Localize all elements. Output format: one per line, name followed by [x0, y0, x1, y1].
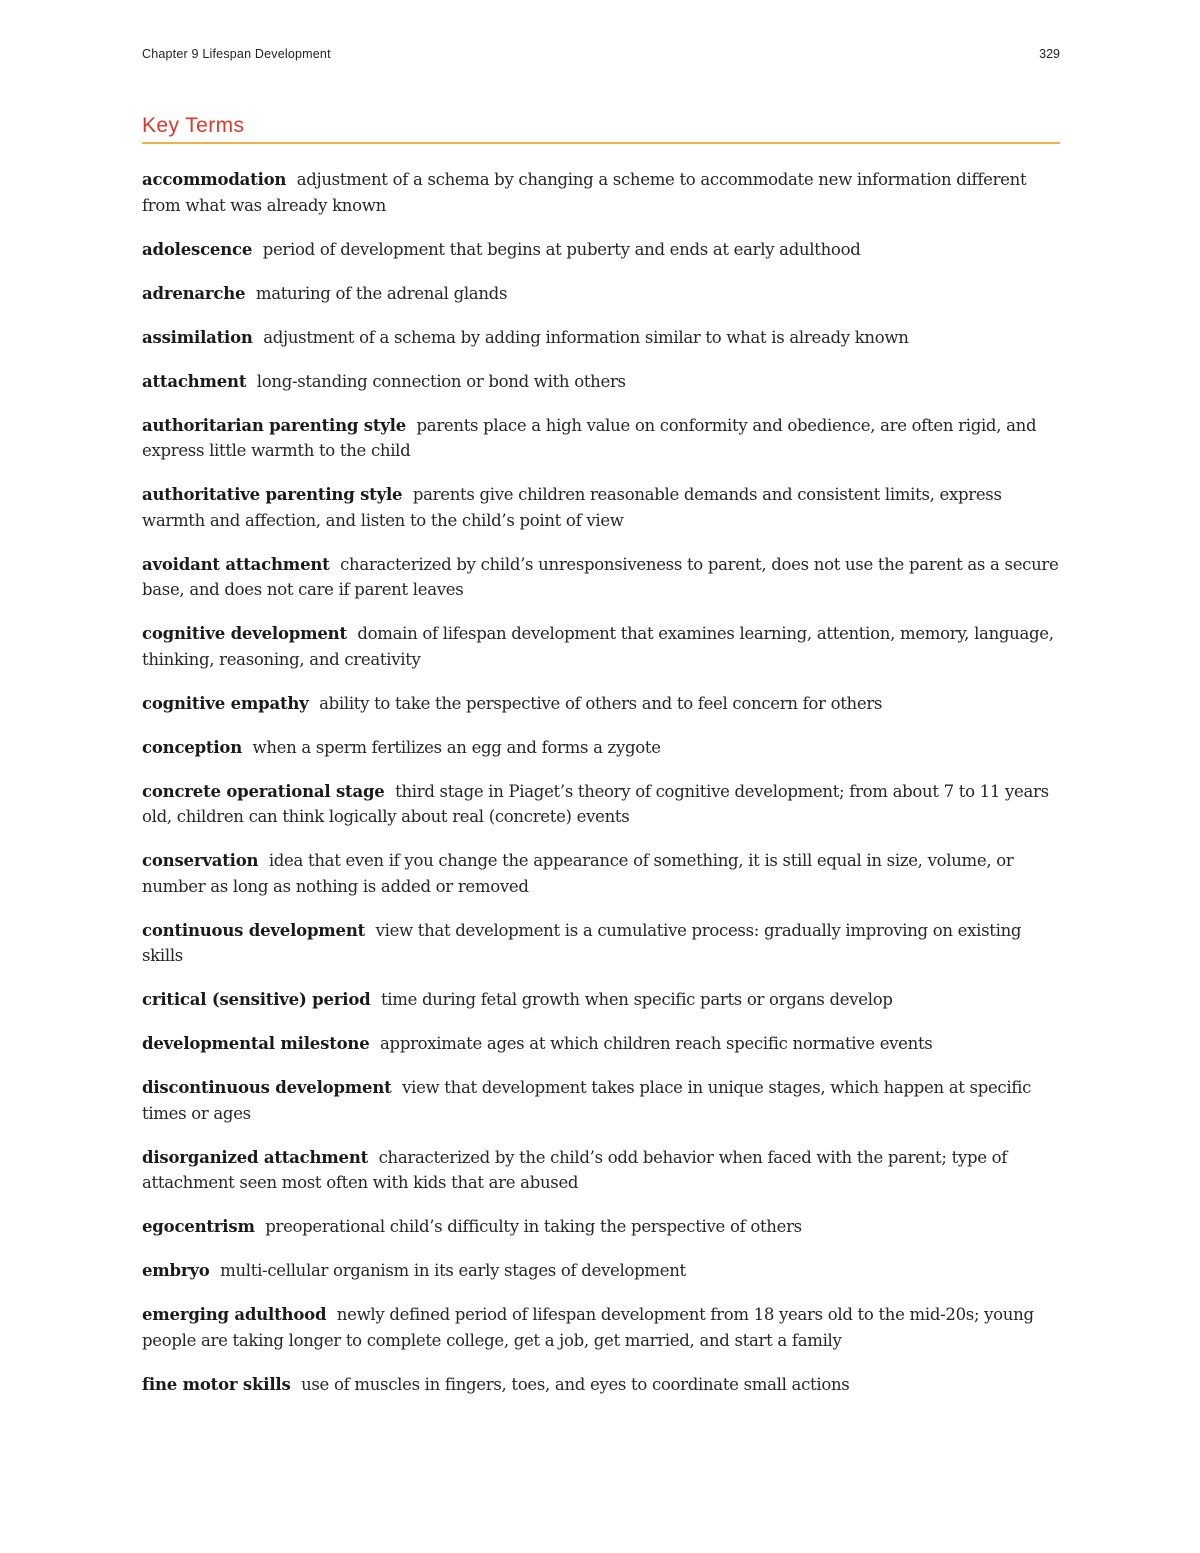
glossary-definition: characterized by the child’s odd behavior when faced with the parent; type of attachment seen most often with kids that are abused: [142, 1147, 1008, 1192]
glossary-definition: time during fetal growth when specific parts or organs develop: [380, 990, 893, 1009]
glossary-entry: [142, 281, 1062, 307]
glossary-entry: [142, 848, 1062, 899]
glossary-entry: [142, 1302, 1062, 1353]
glossary-entry: [142, 552, 1062, 603]
glossary-entry: [142, 237, 1062, 263]
glossary-definition: view that development takes place in unique stages, which happen at specific times or ages: [142, 1078, 1032, 1123]
glossary-definition: adjustment of a schema by adding information similar to what is already known: [263, 327, 909, 347]
glossary-entry: [142, 918, 1062, 969]
glossary-entry: [142, 621, 1062, 672]
glossary-definition: view that development is a cumulative process: gradually improving on existing skills: [142, 920, 1022, 965]
glossary-definition: adjustment of a schema by changing a scheme to accommodate new information different from what was already known: [142, 170, 1027, 215]
glossary-entry: [142, 735, 1062, 761]
chapter-title: Chapter 9 Lifespan Development: [142, 47, 331, 61]
glossary-definition: when a sperm fertilizes an egg and forms a zygote: [252, 737, 661, 757]
glossary-definition: domain of lifespan development that examines learning, attention, memory, language, thinking, reasoning, and creativity: [142, 624, 1054, 669]
glossary-term: embryo: [142, 1261, 210, 1280]
glossary-entry: [142, 691, 1062, 717]
glossary-definition: multi-cellular organism in its early stages of development: [220, 1261, 686, 1280]
page-number: 329: [1039, 47, 1060, 61]
glossary-entry: [142, 413, 1062, 464]
glossary-entry: [142, 1258, 1062, 1284]
glossary-entry: [142, 987, 1062, 1013]
glossary-entry: [142, 1372, 1062, 1398]
glossary-term: authoritarian parenting style: [142, 415, 407, 435]
glossary-definition: characterized by child’s unresponsiveness to parent, does not use the parent as a secure base, and does not care if parent leaves: [142, 554, 1059, 599]
glossary-definition: maturing of the adrenal glands: [255, 283, 508, 303]
glossary-entry: [142, 482, 1062, 533]
glossary-entry: [142, 1075, 1062, 1126]
glossary-entry: [142, 779, 1062, 830]
glossary-term: adolescence: [142, 239, 253, 259]
glossary-definition: use of muscles in fingers, toes, and eyes to coordinate small actions: [301, 1374, 850, 1394]
glossary-term: concrete operational stage: [142, 781, 385, 801]
title-rule: [142, 142, 1060, 144]
glossary-entry: [142, 1031, 1062, 1057]
glossary-definition: period of development that begins at puberty and ends at early adulthood: [262, 239, 861, 259]
glossary-term: cognitive development: [142, 624, 347, 643]
glossary-definition: third stage in Piaget’s theory of cognitive development; from about 7 to 11 years old, children can think logically about real (concrete) events: [142, 781, 1049, 826]
section-title: Key Terms: [142, 114, 245, 137]
glossary-term: accommodation: [142, 170, 287, 189]
glossary-list: [142, 167, 1062, 1416]
glossary-term: avoidant attachment: [142, 554, 330, 574]
glossary-term: emerging adulthood: [142, 1305, 327, 1324]
glossary-definition: preoperational child’s difficulty in taking the perspective of others: [265, 1217, 802, 1236]
glossary-entry: [142, 325, 1062, 351]
glossary-term: fine motor skills: [142, 1374, 291, 1394]
running-header: [142, 47, 1060, 67]
glossary-entry: [142, 369, 1062, 395]
glossary-term: continuous development: [142, 920, 366, 940]
glossary-definition: idea that even if you change the appearance of something, it is still equal in size, volume, or number as long as nothing is added or removed: [142, 851, 1014, 896]
glossary-term: developmental milestone: [142, 1034, 370, 1053]
glossary-term: critical (sensitive) period: [142, 990, 371, 1009]
glossary-term: conception: [142, 737, 243, 757]
glossary-definition: newly defined period of lifespan development from 18 years old to the mid-20s; young people are taking longer to complete college, get a job, get married, and start a family: [142, 1305, 1034, 1350]
glossary-term: conservation: [142, 851, 259, 870]
glossary-definition: parents place a high value on conformity and obedience, are often rigid, and express little warmth to the child: [142, 415, 1037, 460]
glossary-definition: approximate ages at which children reach specific normative events: [380, 1034, 933, 1053]
glossary-term: disorganized attachment: [142, 1147, 369, 1167]
glossary-definition: parents give children reasonable demands and consistent limits, express warmth and affection, and listen to the child’s point of view: [142, 485, 1002, 530]
glossary-entry: [142, 1145, 1062, 1196]
glossary-term: cognitive empathy: [142, 693, 309, 713]
glossary-term: attachment: [142, 371, 247, 391]
glossary-entry: [142, 167, 1062, 218]
glossary-term: adrenarche: [142, 283, 246, 303]
glossary-term: assimilation: [142, 327, 253, 347]
glossary-entry: [142, 1214, 1062, 1240]
glossary-definition: long-standing connection or bond with others: [256, 371, 626, 391]
glossary-term: egocentrism: [142, 1217, 255, 1236]
glossary-term: discontinuous development: [142, 1078, 392, 1097]
glossary-term: authoritative parenting style: [142, 485, 403, 504]
glossary-definition: ability to take the perspective of others and to feel concern for others: [319, 693, 883, 713]
